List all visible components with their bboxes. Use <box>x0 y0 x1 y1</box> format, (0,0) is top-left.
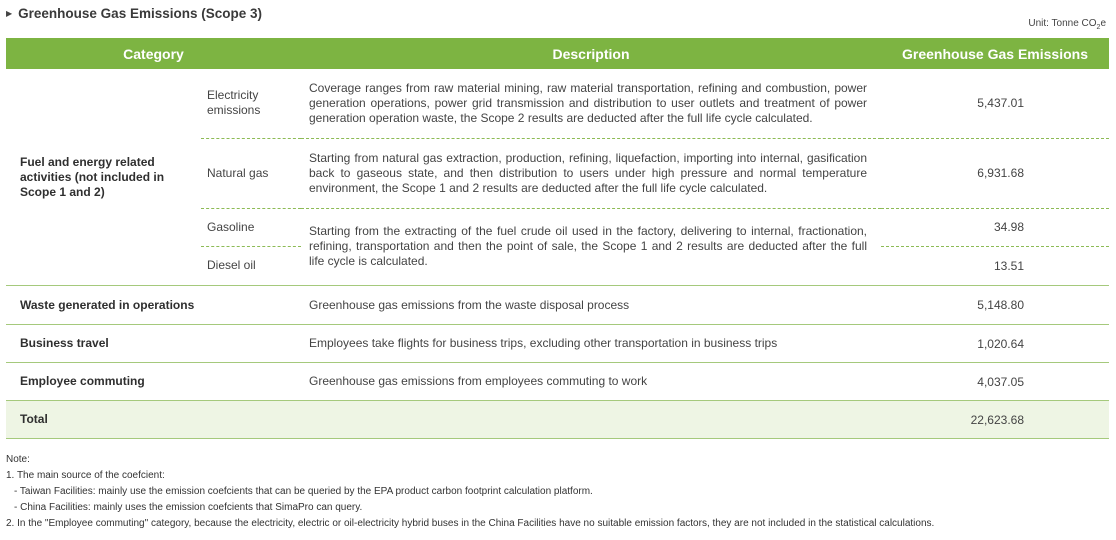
description-travel: Employees take flights for business trips, excluding other transportation in business trips <box>301 325 881 363</box>
unit-label <box>1028 18 1106 31</box>
table-header-row <box>6 38 1109 69</box>
value-travel: 1,020.64 <box>881 325 1109 363</box>
subcategory-gasoline: Gasoline <box>201 208 301 246</box>
unit-suffix: e <box>1100 18 1106 29</box>
section-title <box>6 6 262 21</box>
total-description <box>301 401 881 439</box>
note-2: 2. In the "Employee commuting" category, because the electricity, electric or oil-electricity hybrid buses in the China Facilities have no suitable emission factors, they are not included in the statistical calculations. <box>6 518 935 529</box>
total-row <box>6 401 1109 439</box>
header-description: Description <box>301 38 881 69</box>
note-1: 1. The main source of the coefcient: <box>6 470 165 481</box>
header-emissions: Greenhouse Gas Emissions <box>881 38 1109 69</box>
subcategory-natural-gas: Natural gas <box>201 138 301 208</box>
subcategory-electricity: Electricity emissions <box>207 88 261 118</box>
category-travel: Business travel <box>6 325 301 363</box>
category-waste: Waste generated in operations <box>6 286 301 325</box>
unit-subscript: 2 <box>1096 24 1101 31</box>
description-electricity: Coverage ranges from raw material mining, raw material transportation, refining and combustion, power generation operations, power grid transmission and distribution to user outlets and treatment of power generation operation waste, the Scope 2 results are deducted after the full life cycle calculated. <box>309 80 867 125</box>
notes <box>6 452 934 532</box>
subcategory-diesel: Diesel oil <box>201 246 301 285</box>
category-commuting: Employee commuting <box>6 363 301 401</box>
description-commuting: Greenhouse gas emissions from employees commuting to work <box>301 363 881 401</box>
table-row <box>6 363 1109 401</box>
value-diesel: 13.51 <box>881 246 1109 285</box>
description-natural-gas: Starting from natural gas extraction, production, refining, liquefaction, importing into internal, gasification back to gaseous state, and then distribution to users under high pressure and normal temperature environment, the Scope 1 and 2 results are deducted after the full life cycle calculated. <box>301 138 881 208</box>
header-category: Category <box>6 38 301 69</box>
table-row <box>6 325 1109 363</box>
value-gasoline: 34.98 <box>881 208 1109 246</box>
total-label: Total <box>6 401 301 439</box>
triangle-bullet-icon: ▶ <box>6 9 13 18</box>
section-title-text: Greenhouse Gas Emissions (Scope 3) <box>18 6 262 21</box>
value-commuting: 4,037.05 <box>881 363 1109 401</box>
table-row <box>6 69 1109 138</box>
description-waste: Greenhouse gas emissions from the waste disposal process <box>301 286 881 325</box>
note-1a: - Taiwan Facilities: mainly use the emission coefcients that can be queried by the EPA product carbon footprint calculation platform. <box>14 486 593 497</box>
value-natural-gas: 6,931.68 <box>881 138 1109 208</box>
emissions-table <box>6 38 1109 439</box>
value-waste: 5,148.80 <box>881 286 1109 325</box>
total-value: 22,623.68 <box>881 401 1109 439</box>
description-oil: Starting from the extracting of the fuel crude oil used in the factory, delivering to internal, fractionation, refining, transportation and then the point of sale, the Scope 1 and 2 results are deducted after the full life cycle is calculated. <box>301 208 881 285</box>
value-electricity: 5,437.01 <box>977 96 1024 111</box>
category-fuel: Fuel and energy related activities (not included in Scope 1 and 2) <box>20 154 165 199</box>
note-1b: - China Facilities: mainly uses the emission coefcients that SimaPro can query. <box>14 502 363 513</box>
notes-heading: Note: <box>6 454 30 465</box>
unit-prefix: Unit: Tonne CO <box>1028 18 1097 29</box>
table-row <box>6 286 1109 325</box>
